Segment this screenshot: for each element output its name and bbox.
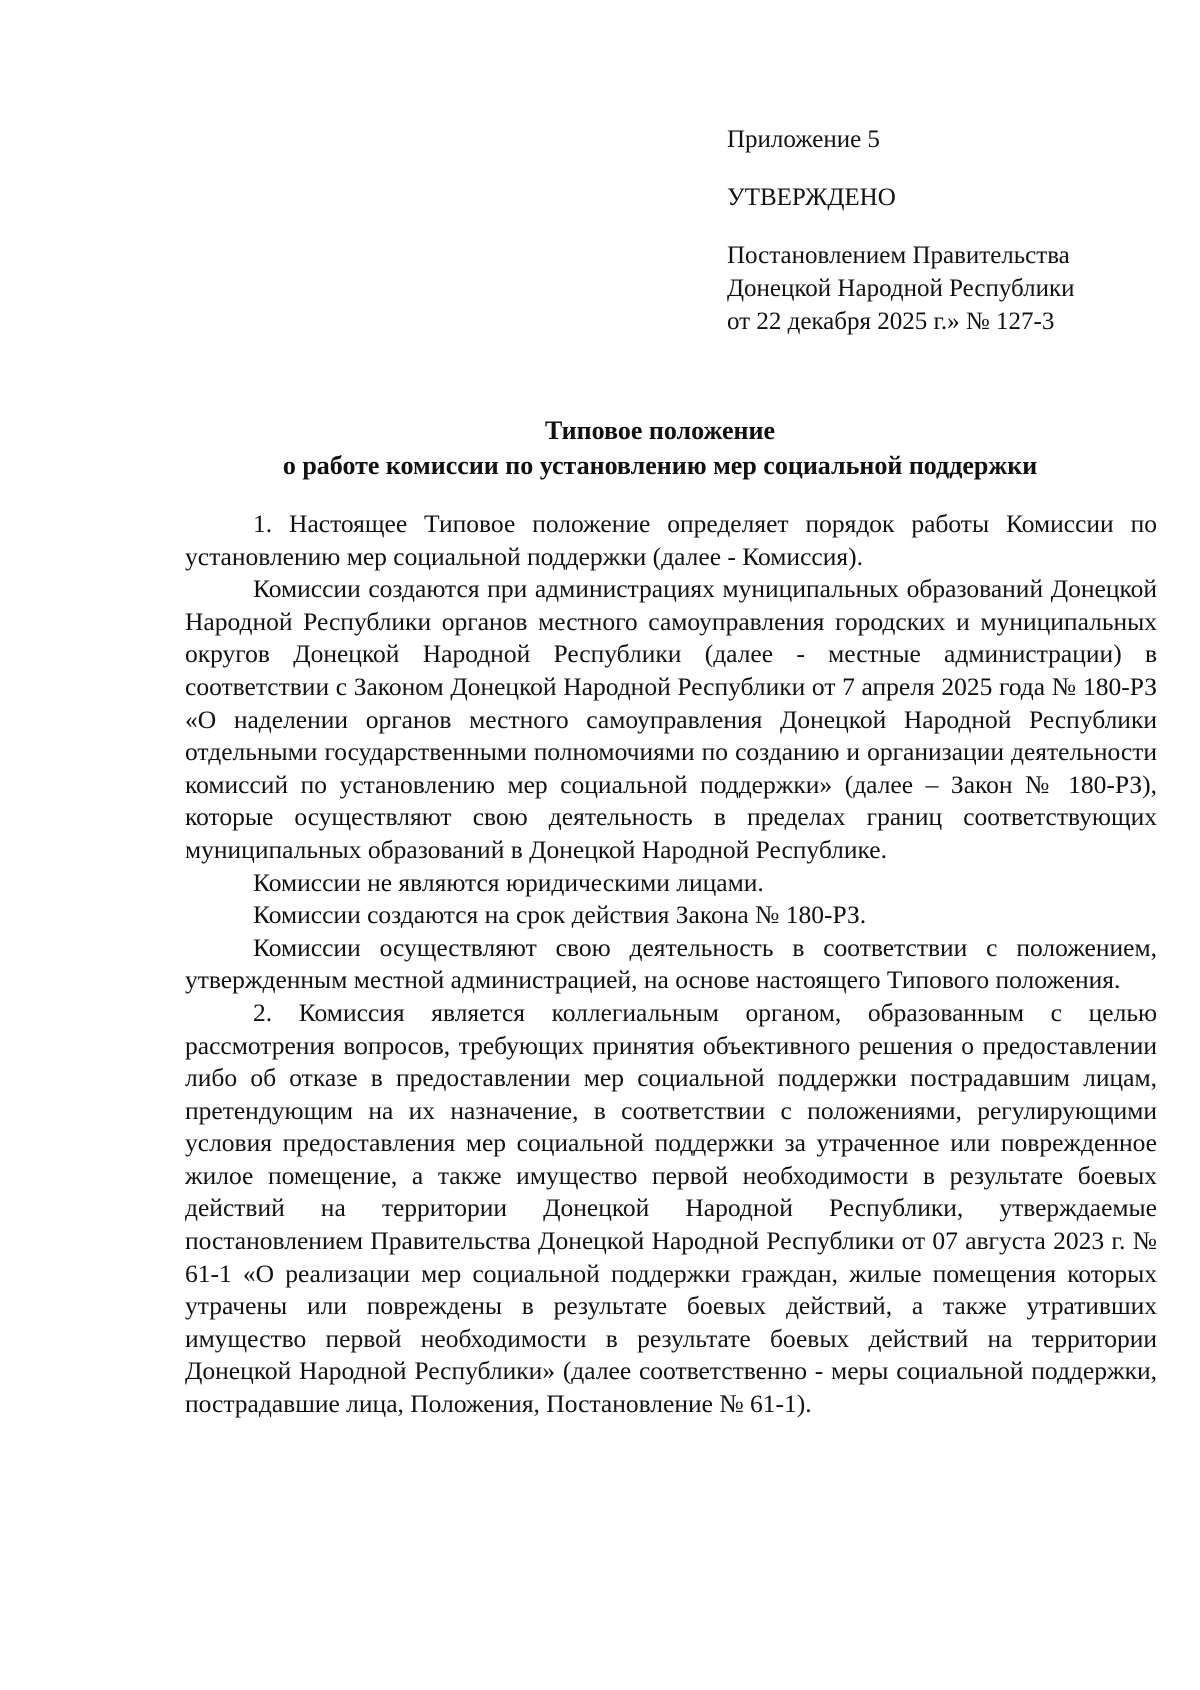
title-line-2: о работе комиссии по установлению мер социальной поддержки <box>282 451 1038 480</box>
approved-label: УТВЕРЖДЕНО <box>727 184 896 211</box>
paragraph-2: Комиссии создаются при администрациях муниципальных образований Донецкой Народной Республики органов местного самоуправления городских и муниципальных округов Донецкой Народной Республики (далее - местные администрации) в соответствии с Законом Донецкой Народной Республики от 7 апреля 2025 года № 180-РЗ «О наделении органов местного самоуправления Донецкой Народной Республики отдельными государственными полномочиями по созданию и организации деятельности комиссий по установлению мер социальной поддержки» (далее – Закон № 180-РЗ), которые осуществляют свою деятельность в пределах границ соответствующих муниципальных образований в Донецкой Народной Республике. <box>185 574 1157 864</box>
approval-stamp-block <box>727 123 1167 338</box>
title-line-1: Типовое положение <box>544 416 776 445</box>
paragraph-6: 2. Комиссия является коллегиальным органом, образованным с целью рассмотрения вопросов, требующих принятия объективного решения о предоставлении либо об отказе в предоставлении мер социальной поддержки пострадавшим лицам, претендующим на их назначение, в соответствии с положениями, регулирующими условия предоставления мер социальной поддержки за утраченное или поврежденное жилое помещение, а также имущество первой необходимости в результате боевых действий на территории Донецкой Народной Республики, утверждаемые постановлением Правительства Донецкой Народной Республики от 07 августа 2023 г. № 61-1 «О реализации мер социальной поддержки граждан, жилые помещения которых утрачены или повреждены в результате боевых действий, а также утративших имущество первой необходимости в результате боевых действий на территории Донецкой Народной Республики» (далее соответственно - меры социальной поддержки, пострадавшие лица, Положения, Постановление № 61-1). <box>185 997 1157 1419</box>
paragraph-1: 1. Настоящее Типовое положение определяет порядок работы Комиссии по установлению мер социальной поддержки (далее - Комиссия). <box>185 509 1157 571</box>
paragraph-4: Комиссии создаются на срок действия Закона № 180-РЗ. <box>253 900 867 930</box>
appendix-number: Приложение 5 <box>727 126 880 153</box>
decree-line-2: Донецкой Народной Республики <box>727 275 1075 302</box>
document-body <box>185 508 1157 1421</box>
decree-line-3: от 22 декабря 2025 г.» № 127-3 <box>727 308 1055 335</box>
paragraph-5: Комиссии осуществляют свою деятельность в соответствии с положением, утвержденным местной администрацией, на основе настоящего Типового положения. <box>185 932 1157 995</box>
decree-line-1: Постановлением Правительства <box>727 242 1070 269</box>
document-title <box>180 413 1140 483</box>
paragraph-3: Комиссии не являются юридическими лицами. <box>253 867 764 897</box>
